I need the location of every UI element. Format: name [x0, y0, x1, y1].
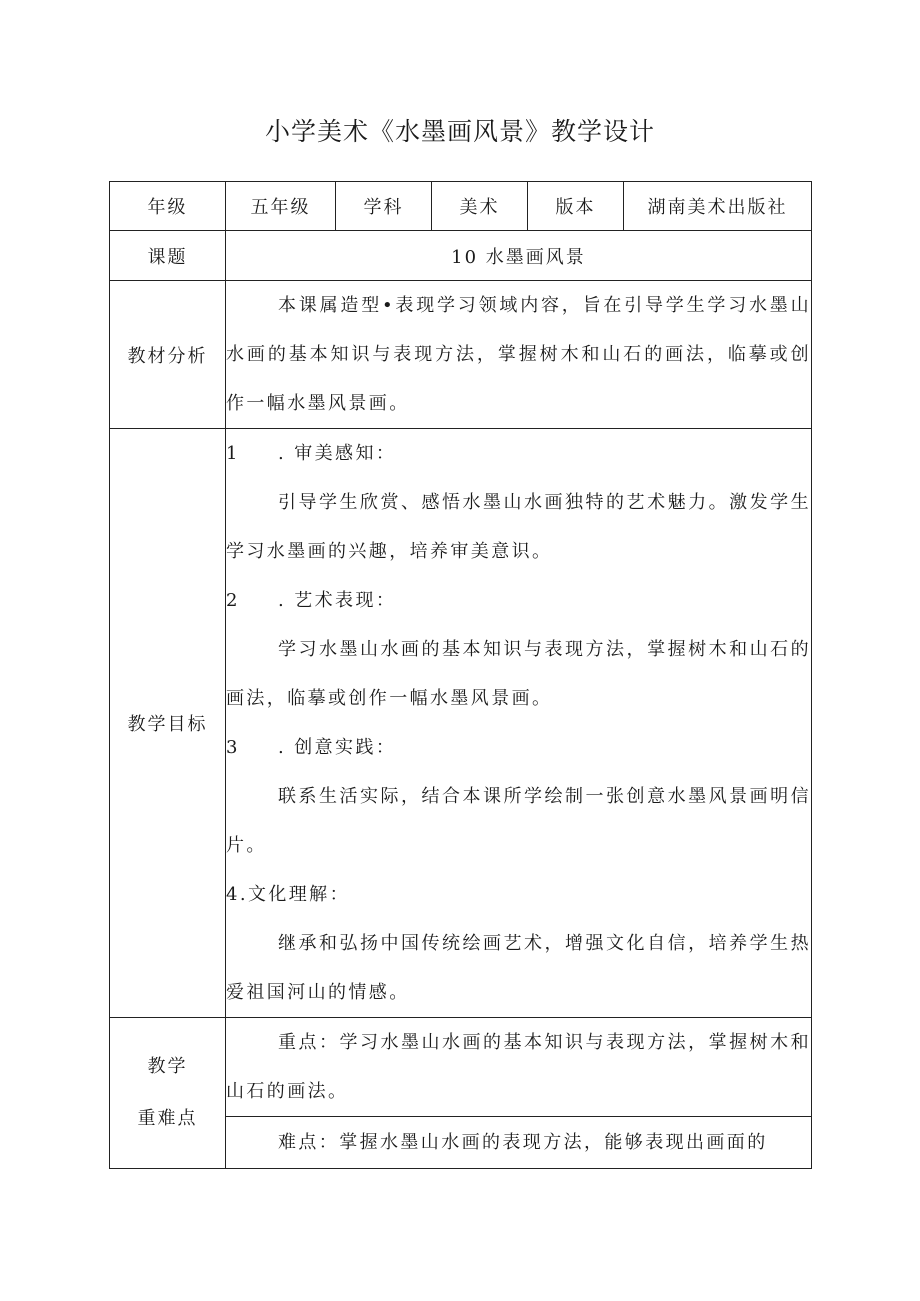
subject-label: 学科 [336, 182, 432, 231]
objective-heading [226, 429, 811, 478]
objective-heading [226, 576, 811, 625]
objective-number: 1 [226, 443, 240, 464]
grade-value: 五年级 [226, 182, 336, 231]
objective-text: 学习水墨山水画的基本知识与表现方法，掌握树木和山石的画法，临摹或创作一幅水墨风景画。 [226, 639, 811, 709]
topic-row [110, 231, 812, 281]
objective-heading [226, 870, 811, 919]
material-analysis-label: 教材分析 [110, 281, 226, 429]
key-difficult-label-line2: 重难点 [137, 1108, 198, 1129]
objectives-row [110, 429, 812, 1018]
grade-label: 年级 [110, 182, 226, 231]
material-analysis-text: 本课属造型•表现学习领域内容，旨在引导学生学习水墨山水画的基本知识与表现方法，掌握树木和山石的画法，临摹或创作一幅水墨风景画。 [226, 295, 811, 414]
objective-title: . 艺术表现： [278, 590, 397, 611]
edition-value: 湖南美术出版社 [624, 182, 812, 231]
document-title: 小学美术《水墨画风景》教学设计 [264, 117, 655, 146]
objective-number: 4. [226, 884, 248, 905]
objective-title: . 创意实践： [278, 737, 397, 758]
key-point-cell [226, 1018, 812, 1117]
material-analysis-cell [226, 281, 812, 429]
objectives-cell [226, 429, 812, 1018]
objective-text: 联系生活实际，结合本课所学绘制一张创意水墨风景画明信片。 [226, 786, 811, 856]
objective-text: 引导学生欣赏、感悟水墨山水画独特的艺术魅力。激发学生学习水墨画的兴趣，培养审美意识。 [226, 492, 811, 562]
key-difficult-label [110, 1018, 226, 1169]
objective-number: 3 [226, 737, 240, 758]
header-row [110, 182, 812, 231]
key-point-row [110, 1018, 812, 1117]
objective-text: 继承和弘扬中国传统绘画艺术，增强文化自信，培养学生热爱祖国河山的情感。 [226, 933, 811, 1003]
material-analysis-row [110, 281, 812, 429]
difficult-point-cell [226, 1117, 812, 1169]
difficult-point-text: 难点：掌握水墨山水画的表现方法，能够表现出画面的 [278, 1132, 768, 1153]
objective-title: 文化理解： [247, 884, 350, 905]
objectives-label: 教学目标 [110, 429, 226, 1018]
topic-label: 课题 [110, 231, 226, 281]
key-point-text: 重点：学习水墨山水画的基本知识与表现方法，掌握树木和山石的画法。 [226, 1032, 811, 1102]
topic-value: 10 水墨画风景 [226, 231, 812, 281]
key-difficult-label-line1: 教学 [147, 1056, 188, 1077]
subject-value: 美术 [432, 182, 528, 231]
lesson-plan-table [109, 181, 812, 1169]
edition-label: 版本 [528, 182, 624, 231]
objective-title: . 审美感知： [278, 443, 397, 464]
objective-heading [226, 723, 811, 772]
objective-number: 2 [226, 590, 240, 611]
